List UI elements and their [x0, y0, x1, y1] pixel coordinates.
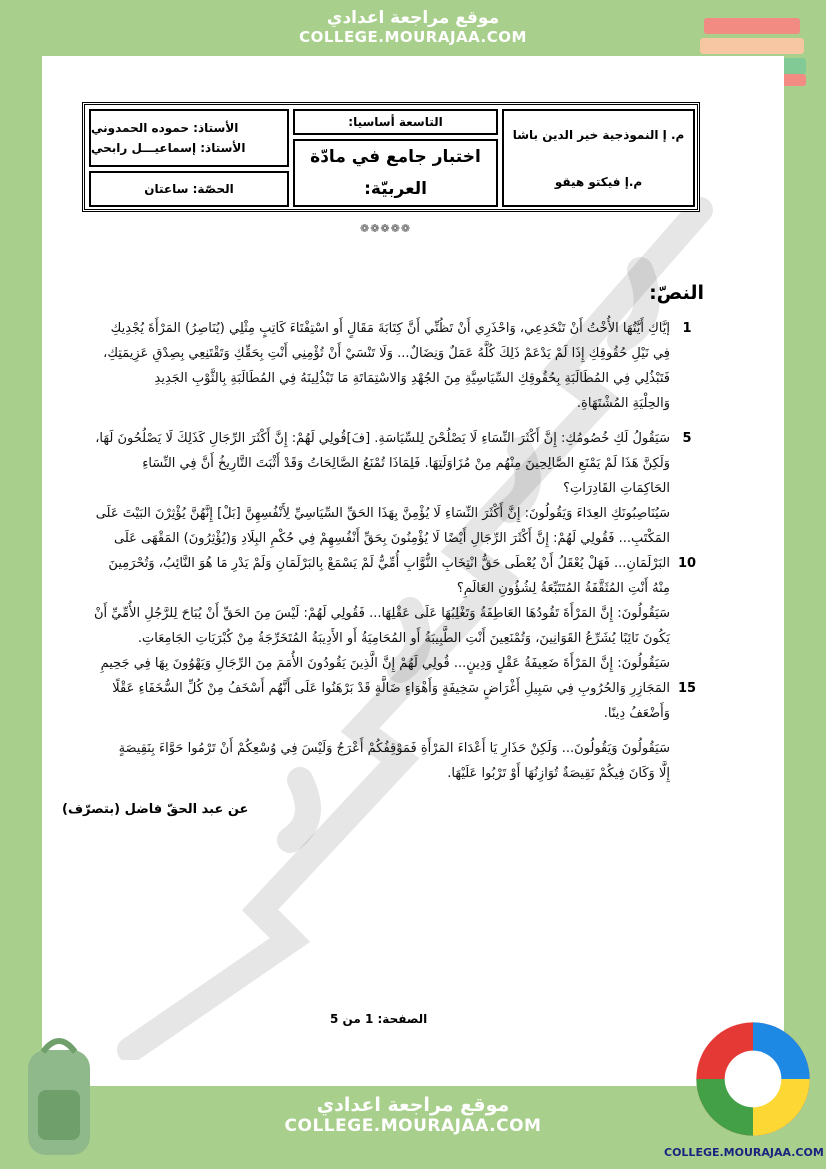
text-line: مِنْهُ أَنْتِ المُثَقَّفَةُ المُتَتَبِّعَةُ لِشُؤُونِ العَالَمِ؟ [456, 581, 670, 596]
line-number: 1 [682, 321, 692, 336]
teacher-2: الأستاذ: إسماعيـــل رابحي [91, 141, 246, 155]
exam-title-1: اختبار جامع في مادّة [310, 147, 481, 167]
text-line: المَجَازِرِ وَالحُرُوبِ فِي سَبِيلِ أَغْرَاضٍ سَخِيفَةٍ وَأَهْوَاءٍ ضَالَّةٍ قَدْ بَرْهَنُوا عَلَى أَنَّهُم أَسْخَفُ مِنْ كُلِّ السُّخَفَاءِ عَقْلًا [112, 681, 670, 696]
line-number: 15 [677, 681, 697, 696]
text-line: سَيَقُولُونَ: إِنَّ المَرْأَةَ تَقُودُهَا العَاطِفَةُ وَتَغْلِبُهَا عَلَى عَقْلِهَا... فَقُولِي لَهُمْ: لَيْسَ مِنَ الحَقِّ أَنْ يُبَاحَ لِلرَّجُلِ الأُمِّيِّ أَنْ [93, 606, 670, 621]
site-name: موقع مراجعة اعدادي [326, 8, 500, 28]
site-url-small[interactable]: COLLEGE.MOURAJAA.COM [664, 1146, 824, 1159]
page-number: الصفحة: 1 من 5 [330, 1012, 428, 1026]
text-line: الحَاكِمَاتِ القَادِرَاتِ؟ [563, 481, 670, 496]
schools-cell [502, 109, 695, 207]
duration: الحصّة: ساعتان [144, 182, 234, 196]
author-attribution: عن عبد الحقّ فاضل (بتصرّف) [62, 802, 249, 817]
text-line: إِلَّا وَكَانَ فِيكُمْ نَقِيصَةٌ تُوَازِنُهَا أَوْ تَرْبُوا عَلَيْهَا. [447, 766, 670, 781]
text-line: إيَّاكِ أَيَّتُهَا الأُخْتُ أَنْ تَنْخَدِعِي، وَاحْذَرِي أَنْ تَظُنِّي أَنَّ كِتَابَةَ مَقَالٍ أَو اسْتِفْتَاءَ كَاتِبٍ مِثْلِي (يُنَاصِرُ) المَرْأَةَ يُجْدِيكِ [110, 321, 670, 336]
school-2: م.إ فيكتو هيقو [554, 174, 643, 189]
site-url[interactable]: COLLEGE.MOURAJAA.COM [284, 1116, 542, 1136]
text-title: النصّ: [649, 282, 704, 304]
text-line: فِي نَيْلِ حُقُوقِكِ إِذَا لَمْ يَدْعَمْ ذَلِكَ كُلَّهُ عَمَلٌ وَنِضَالٌ... وَلَا تَنْسَيْ أَنْ تُؤْمِنِي أَنْتِ بِحَقِّكِ وَتَقْتَنِعِي بِصِدْقِ عَزِيمَتِكِ، [103, 346, 670, 361]
text-line: سَيَقُولُ لَكِ خُصُومُكِ: إِنَّ أَكْثَرَ النِّسَاءِ لَا يَصْلُحْنَ لِلسِّيَاسَةِ. [فَ]قُولِي لَهُمْ: إِنَّ أَكْثَرَ الرِّجَالِ كَذَلِكَ لَا يَصْلُحُونَ لَهَا، [95, 431, 670, 446]
level-cell [293, 109, 498, 135]
teachers-cell [89, 109, 289, 167]
school-1: م. إ النموذجية خير الدين باشا [512, 127, 685, 142]
decorative-stars: ❁❁❁❁❁ [360, 222, 412, 235]
line-number: 10 [677, 556, 697, 571]
text-line: وَلَكِنَّ هَذَا لَمْ يَمْنَعِ الصَّالِحِينَ مِنْهُم مِنْ مُزَاوَلَتِهَا. فَلِمَاذَا تُمْنَعُ الصَّالِحَاتُ وَقَدْ أَثْبَتَ التَّارِيخُ أَنَّ فِي النِّسَاءِ [142, 456, 670, 471]
text-line: فَتَبْذُلِي فِي المُطَالَبَةِ بِحُقُوقِكِ السِّيَاسِيَّةِ مِنَ الجُهْدِ وَالاسْتِمَاتَةِ مَا تَبْذُلِينَهُ فِي المُطَالَبَةِ بِالثَّوْبِ الجَدِيدِ [154, 371, 670, 386]
text-line: سَيَقُولُونَ: إِنَّ المَرْأَةَ ضَعِيفَةُ عَقْلٍ وَدِينٍ... قُولِي لَهُمْ إِنَّ الَّذِينَ يَقُودُونَ الأُمَمَ مِنَ الرِّجَالِ وَيَهْوُونَ بِهَا فِي جَحِيمِ [100, 656, 670, 671]
bottom-site-banner[interactable] [0, 1094, 826, 1136]
text-line: البَرْلَمَانِ... فَهَلْ يُعْقَلُ أَنْ يُعْطَى حَقُّ انْتِخَابِ النُّوَّابِ أُمِّيٌّ لَمْ يَسْمَعْ بِالبَرْلَمَانِ وَلَمْ يَدْرِ مَا هُوَ النَّائِبُ، وَتُحْرَمِينَ [108, 556, 670, 571]
teacher-1: الأستاذ: حموده الحمدوني [91, 121, 239, 135]
text-line: المَكْتَبِ... فَقُولِي لَهُمْ: إِنَّ أَكْثَرَ الرِّجَالِ أَيْضًا لَا يُؤْمِنُونَ بِحَقِّ أَنْفُسِهِمْ فِي حُكْمِ البِلَادِ وَ(يُؤْثِرُونَ) المَقْهَى عَلَى [114, 531, 670, 546]
exam-title-2: العربيّة: [364, 179, 427, 199]
exam-title-cell [293, 139, 498, 207]
level: التاسعة أساسيا: [348, 115, 443, 129]
exam-header-table [82, 102, 700, 212]
passage [62, 318, 704, 817]
site-url[interactable]: COLLEGE.MOURAJAA.COM [299, 28, 527, 46]
text-line: يَكُونَ نَائِبًا يُشَرِّعُ القَوَانِينَ، وَتُمْنَعِينَ أَنْتِ الطَّبِيبَةُ أَو المُحَامِيَةُ أَو الأَدِيبَةُ المُتَخَرِّجَةُ مِنْ كُبْرَيَاتِ الجَامِعَاتِ. [137, 631, 670, 646]
text-line: سَيُنَاصِبُونَكِ العِدَاءَ وَيَقُولُونَ: إِنَّ أَكْثَرَ النِّسَاءِ لَا يُؤْمِنَّ بِهَذَا الحَقِّ السِّيَاسِيِّ لِأَنْفُسِهِنَّ [بَلْ] إِنَّهُنَّ يُؤْثِرْنَ البَيْتَ عَلَى [95, 506, 670, 521]
text-line: وَأَضْعَفُ دِينًا. [603, 706, 670, 721]
duration-cell [89, 171, 289, 207]
site-name: موقع مراجعة اعدادي [316, 1094, 510, 1116]
line-number: 5 [682, 431, 692, 446]
text-line: وَالحِلْيَةِ المُشْتَهَاةِ. [576, 396, 670, 411]
text-line: سَيَقُولُونَ وَيَقُولُونَ... وَلَكِنْ حَذَارِ يَا أَعْدَاءَ المَرْأَةِ فَمَوْقِفُكُمْ أَعْرَجُ وَلَيْسَ فِي وُسْعِكُمْ أَنْ تَرْمُوا حَوَّاءَ بِنَقِيصَةٍ [118, 741, 670, 756]
